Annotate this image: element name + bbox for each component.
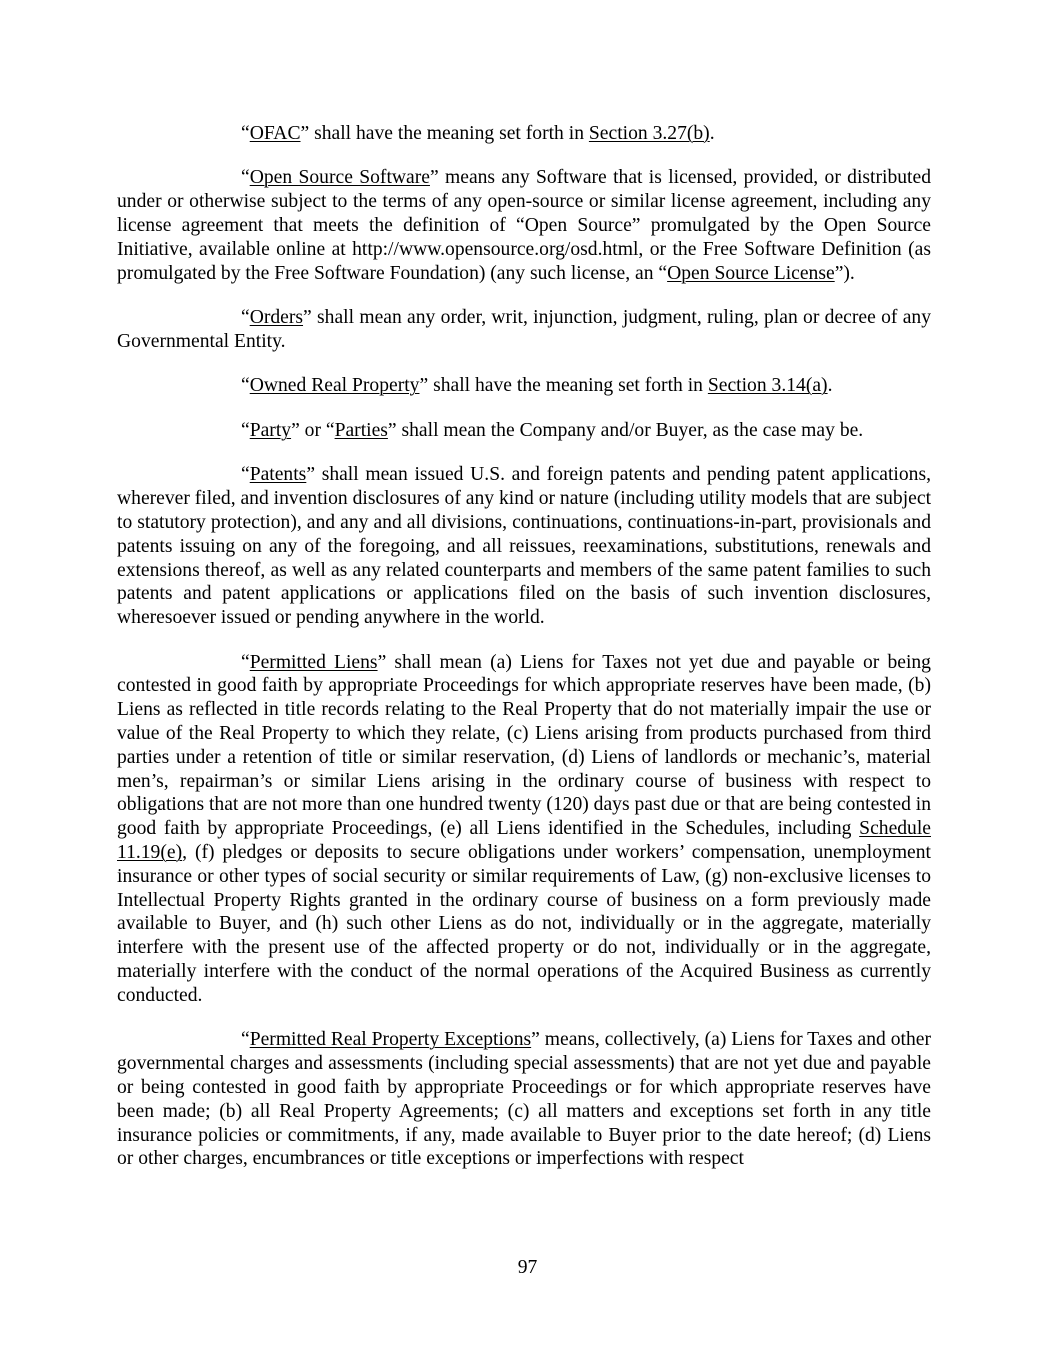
text-run: “ — [241, 307, 250, 329]
defined-term-patents: Patents — [249, 464, 307, 486]
definition-open-source-software — [117, 166, 931, 285]
text-run: , (f) pledges or deposits to secure obligations under workers’ compensation, unemployment insurance or other types of social security or similar requirements of Law, (g) non-exclusive licenses to Intellectual Property Rights granted in the ordinary course of business on a form previously made available to Buyer, and (h) such other Liens as do not, individually or in the aggregate, materially interfere with the present use of the affected property or do not, individually or in the aggregate, materially interfere with the conduct of the normal operations of the Acquired Business as currently conducted. — [117, 842, 931, 1006]
section-reference: Section 3.14(a) — [707, 375, 828, 397]
text-run: ” shall have the meaning set forth in — [300, 123, 589, 144]
page-number: 97 — [517, 1257, 538, 1278]
text-run: . — [827, 375, 833, 397]
text-run: “ — [241, 651, 250, 673]
defined-term-party: Party — [249, 419, 292, 441]
defined-term-parties: Parties — [334, 419, 388, 441]
defined-term-ofac: OFAC — [249, 123, 301, 144]
definition-permitted-real-property-exceptions — [117, 1028, 931, 1171]
definition-patents — [117, 463, 931, 630]
text-run: ” shall mean (a) Liens for Taxes not yet due and payable or being contested in good faith by appropriate Proceedings for which appropriate reserves have been made, (b) Liens as reflected in title records relating to the Real Property that do not materially impair the use or value of the Real Property to which they relate, (c) Liens arising from products purchased from third parties under a retention of title or similar reservation, (d) Liens of landlords or mechanic’s, material men’s, repairman’s or similar Liens arising in the ordinary course of business with respect to obligations that are not more than one hundred twenty (120) days past due or that are being contested in good faith by appropriate Proceedings, (e) all Liens identified in the Schedules, including — [117, 651, 932, 840]
text-run: ” shall mean any order, writ, injunction, judgment, ruling, plan or decree of any Governmental Entity. — [117, 307, 931, 352]
schedule-reference: Schedule 11.19(e) — [117, 818, 931, 864]
text-run: “ — [241, 167, 250, 189]
defined-term-open-source-license: Open Source License — [667, 262, 835, 284]
text-run: ” means any Software that is licensed, provided, or distributed under or otherwise subject to the terms of any open-source or similar license agreement, including any license agreement that meets the definition of “Open Source” promulgated by the Open Source Initiative, available online at http://www.opensource.org/osd.html, or the Free Software Definition (as promulgated by the Free Software Foundation) (any such license, an “ — [117, 167, 931, 284]
defined-term-permitted-real-property-exceptions: Permitted Real Property Exceptions — [249, 1029, 532, 1051]
defined-term-owned-real-property: Owned Real Property — [249, 375, 420, 397]
text-run: ” means, collectively, (a) Liens for Taxes and other governmental charges and assessments (including special assessments) that are not yet due and payable or being contested in good faith by appropriate Proceedings or for which appropriate reserves have been made; (b) all Real Property Agreements; (c) all matters and exceptions set forth in any title insurance policies or commitments, if any, made available to Buyer prior to the date hereof; (d) Liens or other charges, encumbrances or title exceptions or imperfections with respect — [117, 1029, 931, 1170]
text-run: ” shall mean the Company and/or Buyer, as the case may be. — [387, 419, 864, 441]
definition-permitted-liens — [117, 651, 931, 1008]
text-run: “ — [241, 419, 250, 441]
text-run: “ — [241, 1029, 250, 1051]
text-run: . — [709, 123, 715, 144]
defined-term-permitted-liens: Permitted Liens — [249, 651, 378, 673]
definition-ofac — [117, 122, 931, 146]
section-reference: Section 3.27(b) — [588, 123, 710, 144]
text-run: “ — [241, 123, 250, 144]
defined-term-open-source-software: Open Source Software — [249, 167, 430, 189]
definition-party — [117, 419, 931, 443]
document-body — [117, 122, 931, 1171]
text-run: “ — [241, 464, 250, 486]
definition-orders — [117, 306, 931, 354]
text-run: ” or “ — [291, 419, 335, 441]
text-run: ” shall have the meaning set forth in — [419, 375, 708, 397]
definition-owned-real-property — [117, 374, 931, 398]
text-run: ” shall mean issued U.S. and foreign patents and pending patent applications, wherever filed, and invention disclosures of any kind or nature (including utility models that are subject to statutory protection), and any and all divisions, continuations, continuations-in-part, provisionals and patents issuing on any of the foregoing, and all reissues, reexaminations, substitutions, renewals and extensions thereof, as well as any related counterparts and members of the same patent families to such patents and patent applications or applications filed on the basis of such invention disclosures, wheresoever issued or pending anywhere in the world. — [117, 464, 932, 629]
text-run: ”). — [834, 262, 855, 284]
text-run: “ — [241, 375, 250, 397]
defined-term-orders: Orders — [249, 307, 304, 329]
